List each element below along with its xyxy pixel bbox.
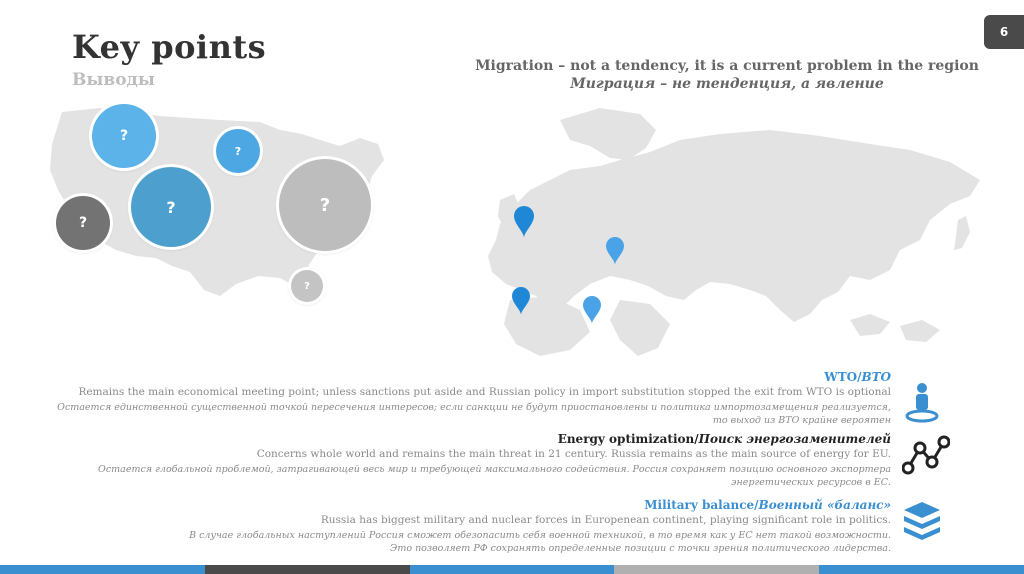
world-map [470, 100, 990, 360]
page-subtitle: Выводы [72, 70, 155, 90]
usa-bubble-4: ? [56, 196, 110, 250]
usa-bubble-1: ? [92, 104, 156, 168]
usa-bubble-5: ? [279, 159, 371, 251]
section-wto-ru-2: то выход из ВТО крайне вероятен [712, 415, 891, 426]
page-number-tab [984, 15, 1024, 49]
section-energy-title: Energy optimization/Поиск энергозаменителей [557, 432, 891, 446]
section-energy-ru-2: энергетических ресурсов в ЕС. [731, 477, 891, 488]
section-military-title: Military balance/Военный «баланс» [644, 498, 891, 512]
section-military-ru-1: В случае глобальных наступлений Россия сможет обезопасить себя военной техникой, в то время как у ЕС нет такой возможности. [189, 530, 891, 541]
usa-bubble-2: ? [216, 129, 260, 173]
section-wto-title: WTO/ВТО [824, 370, 891, 384]
page-title: Key points [72, 28, 267, 66]
footer-stripe-segment [410, 565, 615, 574]
footer-stripe [0, 565, 1024, 574]
section-military-en: Russia has biggest military and nuclear forces in Europenean continent, playing significant role in politics. [320, 514, 891, 526]
footer-stripe-segment [819, 565, 1024, 574]
section-wto-ru-1: Остается единственной существенной точкой пересечения интересов; если санкции не будут приостановлены и политика импортозамещения реализуется, [57, 402, 891, 413]
usa-bubble-3: ? [131, 167, 211, 247]
usa-bubble-6: ? [291, 270, 323, 302]
map-pin-italy [583, 296, 601, 324]
page-number: 6 [999, 25, 1009, 39]
layers-stack-icon [900, 498, 944, 542]
headline-en: Migration – not a tendency, it is a current problem in the region [475, 58, 979, 74]
footer-stripe-segment [205, 565, 410, 574]
section-energy-ru-1: Остается глобальной проблемой, затрагивающей весь мир и требующей максимального содействия. Россия сохраняет позицию основного экспортера [98, 464, 891, 475]
world-map-shape [470, 100, 990, 360]
section-wto-en: Remains the main economical meeting point; unless sanctions put aside and Russian policy in import substitution stopped the exit from WTO is optional [78, 386, 891, 398]
section-military-ru-2: Это позволяет РФ сохранять определенные позиции с точки зрения политического лидерства. [390, 543, 891, 554]
footer-stripe-segment [614, 565, 819, 574]
headline-ru: Миграция – не тенденция, а явление [570, 76, 884, 92]
person-pin-icon [900, 380, 944, 424]
usa-map [40, 100, 400, 310]
section-energy-en: Concerns whole world and remains the main threat in 21 century. Russia remains as the main source of energy for EU. [256, 448, 891, 460]
network-nodes-icon [902, 434, 946, 478]
footer-stripe-segment [0, 565, 205, 574]
